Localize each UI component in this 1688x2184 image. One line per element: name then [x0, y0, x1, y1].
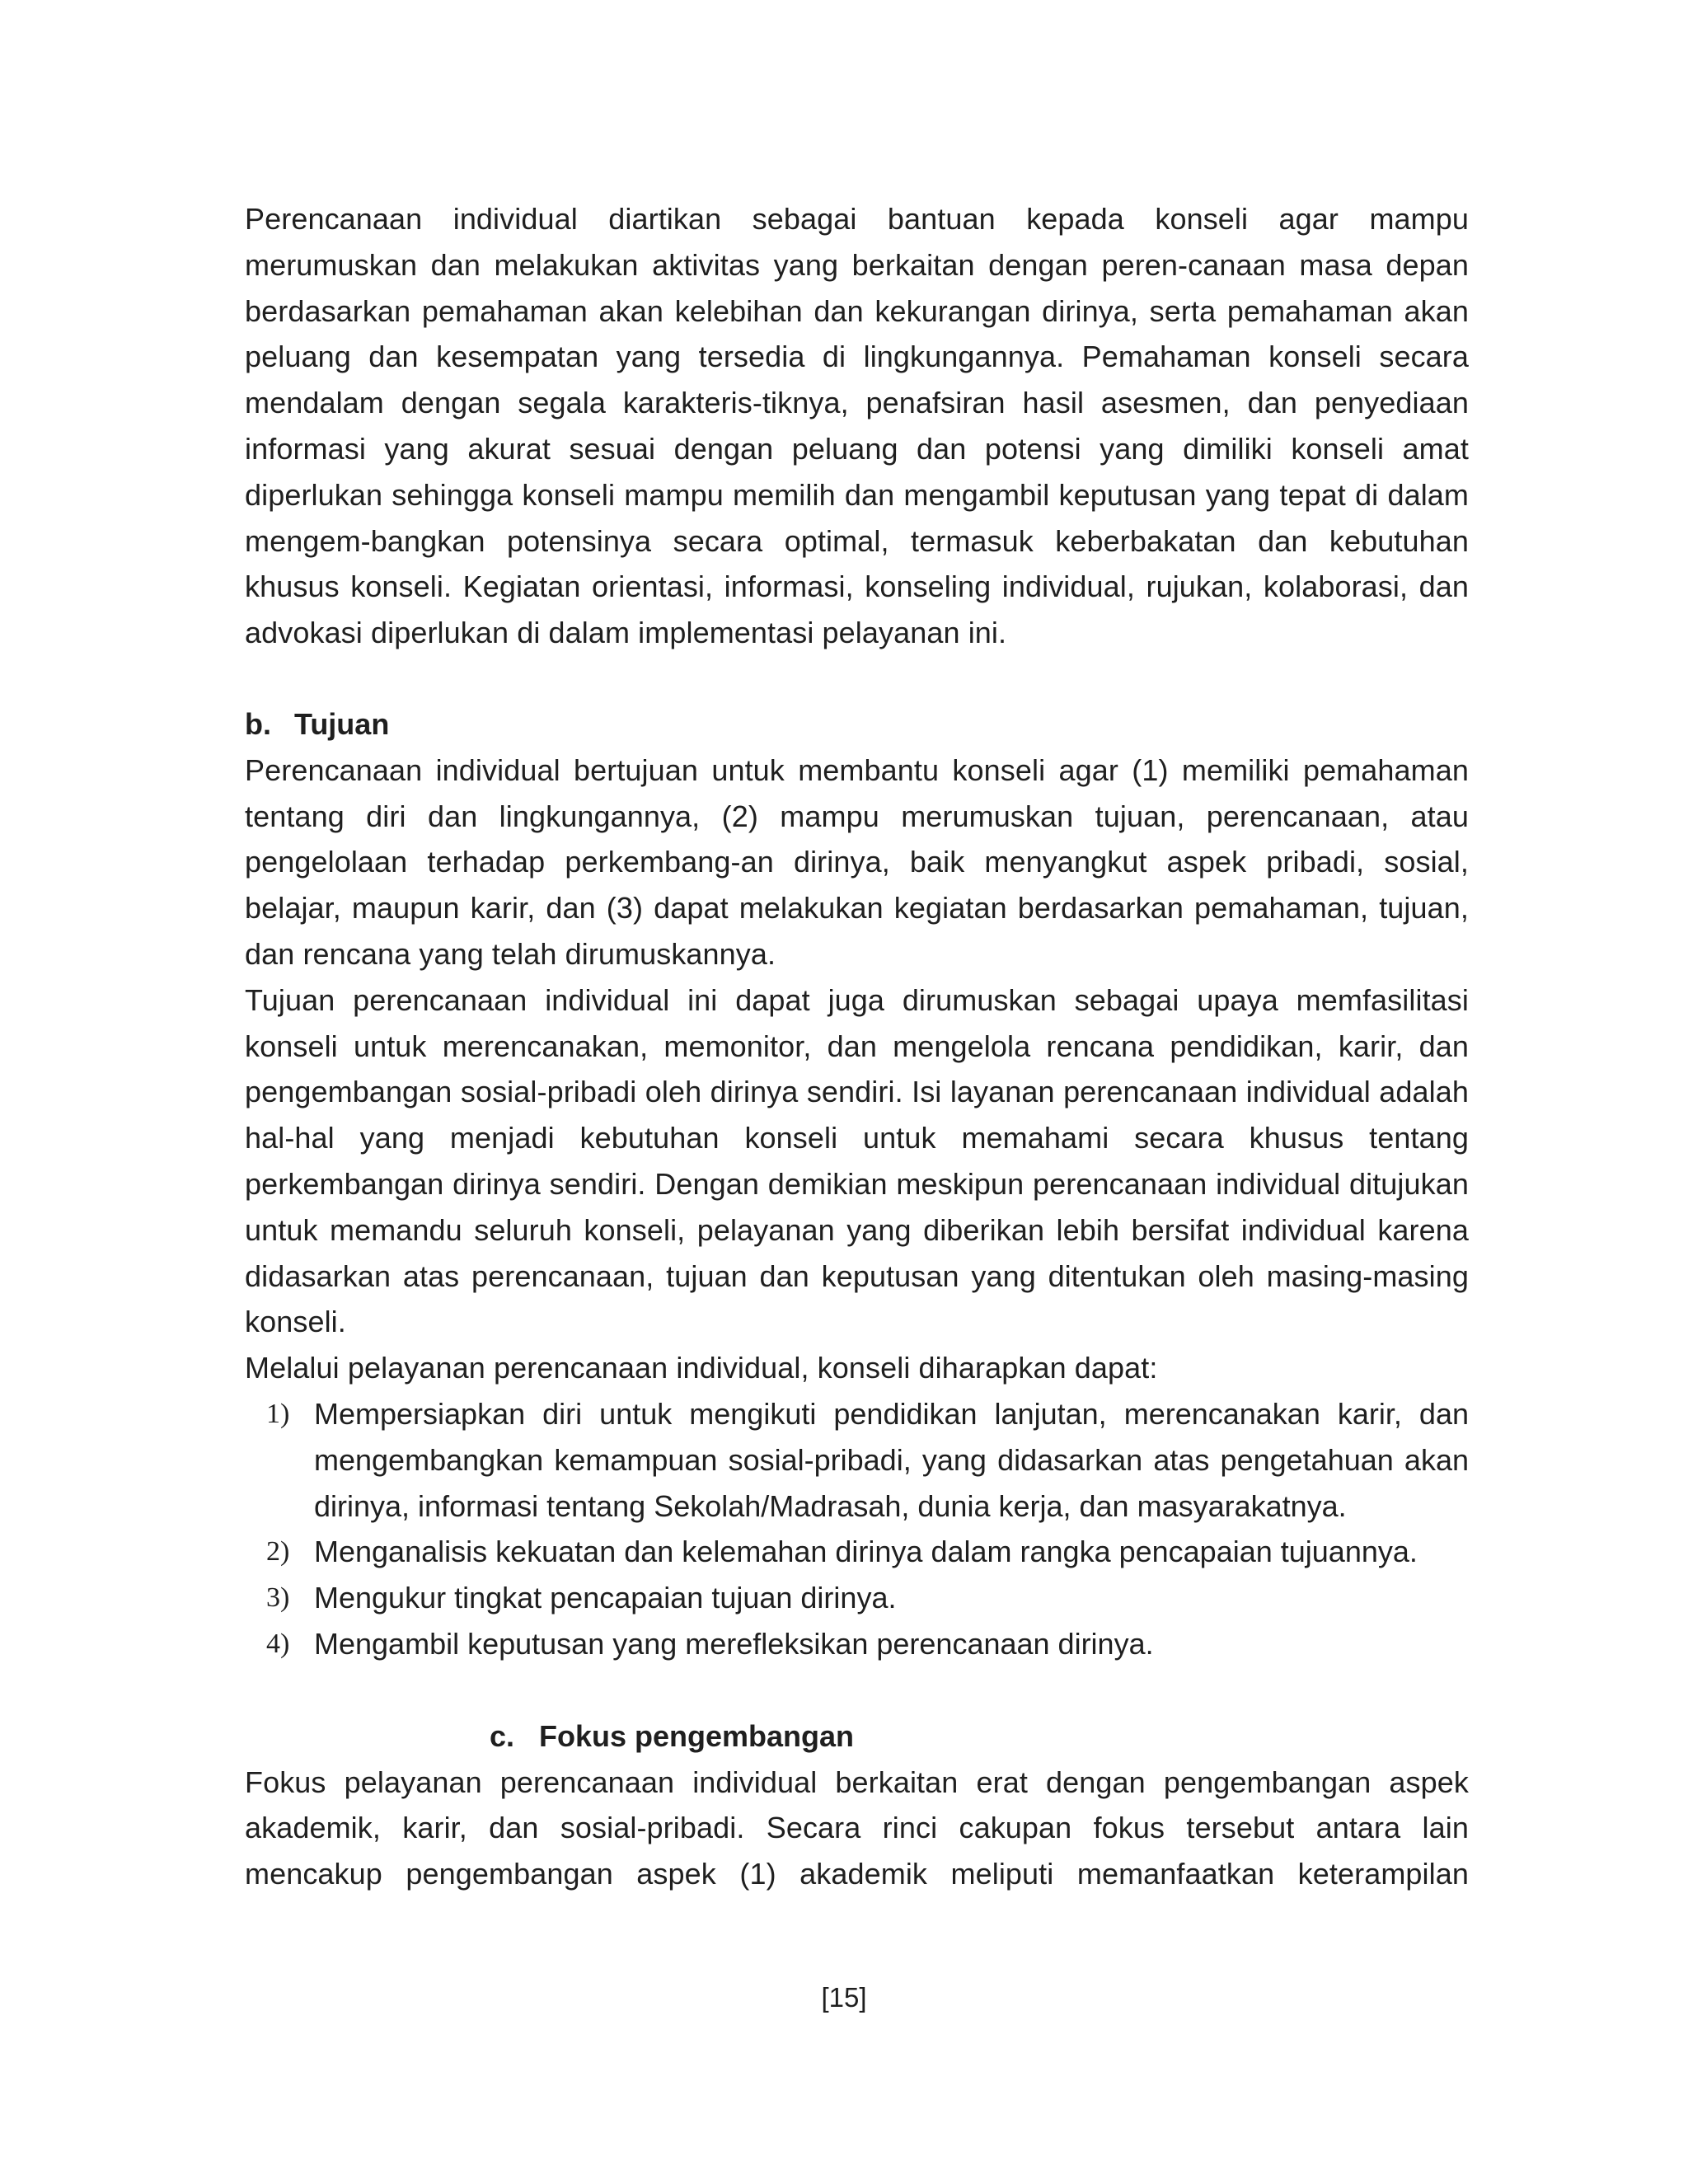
page-content [245, 196, 1469, 1897]
spacer [245, 1667, 1469, 1713]
list-item-number: 3) [266, 1582, 290, 1614]
list-item-number: 2) [266, 1536, 290, 1568]
list-item [245, 1575, 1469, 1621]
expectations-list [245, 1391, 1469, 1667]
list-item-text: Menganalisis kekuatan dan kelemahan dirinya dalam rangka pencapaian tujuannya. [314, 1535, 1418, 1569]
page-number: [15] [821, 1982, 867, 2013]
list-item-text: Mempersiapkan diri untuk mengikuti pendidikan lanjutan, merencanakan karir, dan mengembangkan kemampuan sosial-pribadi, yang didasarkan atas pengetahuan akan dirinya, informasi tentang Sekolah/Madrasah, dunia kerja, dan masyarakatnya. [314, 1396, 1469, 1523]
list-item-number: 1) [266, 1398, 290, 1429]
list-item-number: 4) [266, 1628, 290, 1659]
intro-paragraph: Perencanaan individual diartikan sebagai bantuan kepada konseli agar mampu merumuskan dan melakukan aktivitas yang berkaitan dengan peren-canaan masa depan berdasarkan pemahaman akan kelebihan dan kekurangan dirinya, serta pemahaman akan peluang dan kesempatan yang tersedia di lingkungannya. Pemahaman konseli secara mendalam dengan segala karakteris-tiknya, penafsiran hasil asesmen, dan penyediaan informasi yang akurat sesuai dengan peluang dan potensi yang dimiliki konseli amat diperlukan sehingga konseli mampu memilih dan mengambil keputusan yang tepat di dalam mengem-bangkan potensinya secara optimal, termasuk keberbakatan dan kebutuhan khusus konseli. Kegiatan orientasi, informasi, konseling individual, rujukan, kolaborasi, dan advokasi diperlukan di dalam implementasi pelayanan ini. [245, 202, 1469, 650]
section-b-title: Tujuan [294, 706, 390, 741]
section-b-paragraph-1: Perencanaan individual bertujuan untuk membantu konseli agar (1) memiliki pemahaman tentang diri dan lingkungannya, (2) mampu merumuskan tujuan, perencanaan, atau pengelolaan terhadap perkembang-an dirinya, baik menyangkut aspek pribadi, sosial, belajar, maupun karir, dan (3) dapat melakukan kegiatan berdasarkan pemahaman, tujuan, dan rencana yang telah dirumuskannya. [245, 752, 1469, 971]
list-item [245, 1529, 1469, 1575]
section-b-letter: b. [245, 706, 271, 741]
section-c-letter: c. [490, 1718, 515, 1753]
section-b-paragraph-2: Tujuan perencanaan individual ini dapat juga dirumuskan sebagai upaya memfasilitasi konseli untuk merencanakan, memonitor, dan mengelola rencana pendidikan, karir, dan pengembangan sosial-pribadi oleh dirinya sendiri. Isi layanan perencanaan individual adalah hal-hal yang menjadi kebutuhan konseli untuk memahami secara khusus tentang perkembangan dirinya sendiri. Dengan demikian meskipun perencanaan individual ditujukan untuk memandu seluruh konseli, pelayanan yang diberikan lebih bersifat individual karena didasarkan atas perencanaan, tujuan dan keputusan yang ditentukan oleh masing-masing konseli. [245, 982, 1469, 1339]
section-c-title: Fokus pengembangan [539, 1718, 855, 1753]
list-item [245, 1621, 1469, 1667]
section-c-heading [245, 1713, 1469, 1760]
spacer [245, 656, 1469, 701]
section-c-paragraph: Fokus pelayanan perencanaan individual berkaitan erat dengan pengembangan aspek akademik, karir, dan sosial-pribadi. Secara rinci cakupan fokus tersebut antara lain mencakup pengembangan aspek (1) akademik meliputi memanfaatkan keterampilan [245, 1765, 1469, 1891]
list-item-text: Mengukur tingkat pencapaian tujuan dirinya. [314, 1581, 897, 1615]
section-b-heading [245, 701, 1469, 748]
list-item-text: Mengambil keputusan yang merefleksikan perencanaan dirinya. [314, 1626, 1154, 1661]
list-item [245, 1391, 1469, 1529]
section-b-list-intro: Melalui pelayanan perencanaan individual, konseli diharapkan dapat: [245, 1351, 1158, 1385]
